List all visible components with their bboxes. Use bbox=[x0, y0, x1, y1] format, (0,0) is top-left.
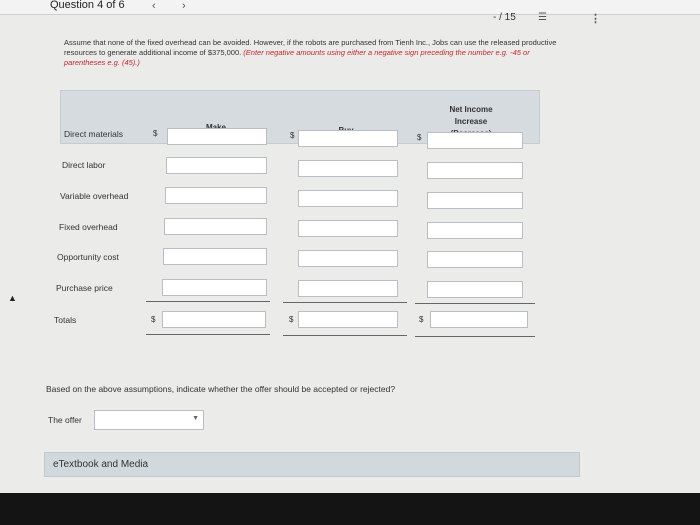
currency-symbol: $ bbox=[419, 315, 424, 324]
instructions-text: Assume that none of the fixed overhead can be avoided. However, if the robots are purchased from Tienh Inc., Jobs can use the released productive resources to generate additional income of $375,000. bbox=[64, 38, 557, 57]
question-content bbox=[0, 12, 700, 493]
instructions bbox=[64, 38, 564, 68]
buy-variable-overhead-input[interactable] bbox=[298, 190, 398, 207]
net-purchase-price-input[interactable] bbox=[427, 281, 523, 298]
buy-direct-labor-input[interactable] bbox=[298, 160, 398, 177]
buy-purchase-price-input[interactable] bbox=[298, 280, 398, 297]
currency-symbol: $ bbox=[290, 131, 295, 140]
currency-symbol: $ bbox=[289, 315, 294, 324]
bottom-bezel bbox=[0, 493, 700, 525]
total-rule-net bbox=[415, 336, 535, 337]
buy-totals-input[interactable] bbox=[298, 311, 398, 328]
make-totals-input[interactable] bbox=[162, 311, 266, 328]
make-fixed-overhead-input[interactable] bbox=[164, 218, 267, 235]
currency-symbol: $ bbox=[151, 315, 156, 324]
net-totals-input[interactable] bbox=[430, 311, 528, 328]
offer-decision-select[interactable] bbox=[94, 410, 204, 430]
make-opportunity-cost-input[interactable] bbox=[163, 248, 267, 265]
total-rule-make bbox=[146, 334, 270, 335]
decision-question: Based on the above assumptions, indicate whether the offer should be accepted or rejected? bbox=[46, 384, 396, 394]
offer-label: The offer bbox=[48, 415, 82, 425]
score-display: - / 15 bbox=[493, 12, 516, 23]
buy-opportunity-cost-input[interactable] bbox=[298, 250, 398, 267]
make-purchase-price-input[interactable] bbox=[162, 279, 267, 296]
row-label-direct-labor: Direct labor bbox=[62, 160, 106, 170]
currency-symbol: $ bbox=[153, 129, 158, 138]
row-label-purchase-price: Purchase price bbox=[56, 283, 113, 293]
previous-question-icon[interactable]: ‹ bbox=[152, 0, 156, 12]
etextbook-media-panel[interactable] bbox=[44, 452, 580, 477]
make-direct-materials-input[interactable] bbox=[167, 128, 267, 145]
make-variable-overhead-input[interactable] bbox=[165, 187, 267, 204]
total-rule-buy bbox=[283, 335, 407, 336]
net-direct-materials-input[interactable] bbox=[427, 132, 523, 149]
header-net-line1: Net Income bbox=[449, 105, 493, 114]
net-direct-labor-input[interactable] bbox=[427, 162, 523, 179]
make-direct-labor-input[interactable] bbox=[166, 157, 267, 174]
subtotal-rule-buy bbox=[283, 302, 407, 303]
subtotal-rule-net bbox=[415, 303, 535, 304]
row-label-direct-materials: Direct materials bbox=[64, 129, 124, 139]
chevron-down-icon: ▼ bbox=[192, 415, 199, 422]
next-question-icon[interactable]: › bbox=[182, 0, 186, 12]
net-variable-overhead-input[interactable] bbox=[427, 192, 523, 209]
buy-fixed-overhead-input[interactable] bbox=[298, 220, 398, 237]
row-label-fixed-overhead: Fixed overhead bbox=[59, 222, 118, 232]
net-fixed-overhead-input[interactable] bbox=[427, 222, 523, 239]
kebab-menu-icon[interactable]: ⋮ bbox=[590, 13, 601, 25]
list-icon[interactable]: ☰ bbox=[538, 12, 547, 23]
currency-symbol: $ bbox=[417, 133, 422, 142]
row-label-opportunity-cost: Opportunity cost bbox=[57, 252, 119, 262]
row-label-variable-overhead: Variable overhead bbox=[60, 191, 129, 201]
net-opportunity-cost-input[interactable] bbox=[427, 251, 523, 268]
etextbook-label: eTextbook and Media bbox=[53, 459, 149, 470]
instructions-note: (Enter negative amounts using either a negative sign preceding the number e.g. -45 or parentheses e.g. (45).) bbox=[64, 48, 530, 67]
header-net-line2: Increase bbox=[454, 117, 488, 126]
mouse-cursor-icon: ▲ bbox=[8, 293, 17, 303]
row-label-totals: Totals bbox=[54, 315, 77, 325]
buy-direct-materials-input[interactable] bbox=[298, 130, 398, 147]
subtotal-rule-make bbox=[146, 301, 270, 302]
question-label: Question 4 of 6 bbox=[50, 0, 125, 11]
